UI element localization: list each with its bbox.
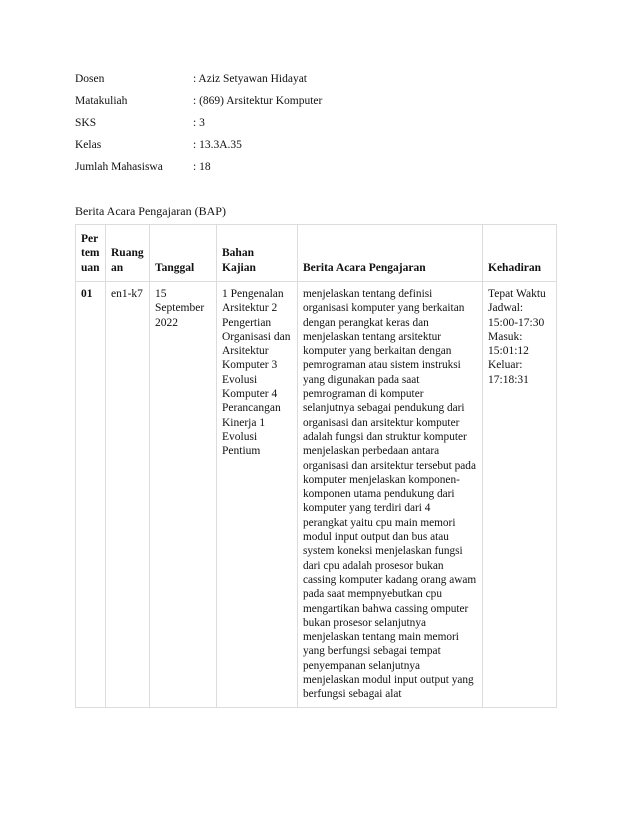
header-kehadiran: Kehadiran (483, 225, 557, 282)
info-label: Matakuliah (75, 95, 128, 107)
kehadiran-status: Tepat Waktu (488, 288, 546, 300)
header-tanggal: Tanggal (150, 225, 217, 282)
info-value: : Aziz Setyawan Hidayat (193, 73, 308, 85)
cell-bahan-kajian: 1 Pengenalan Arsitektur 2 Pengertian Organisasi dan Arsitektur Komputer 3 Evolusi Komputer 4 Perancangan Kinerja 1 Evolusi Pentium (217, 282, 298, 708)
table-header-row (76, 225, 557, 282)
info-value: : (869) Arsitektur Komputer (193, 95, 323, 107)
cell-pertemuan: 01 (76, 282, 106, 708)
kehadiran-jadwal: Jadwal: 15:00-17:30 (488, 302, 545, 329)
header-text: Per (81, 233, 99, 246)
header-bahan-kajian (217, 225, 298, 282)
header-text: Ruang (111, 247, 144, 260)
header-text: an (111, 261, 124, 274)
header-text: tem (81, 247, 100, 260)
cell-tanggal: 15 September 2022 (150, 282, 217, 708)
cell-kehadiran (483, 282, 557, 708)
header-text: uan (81, 261, 100, 274)
info-label: Jumlah Mahasiswa (75, 161, 163, 173)
info-label: SKS (75, 117, 97, 129)
info-value: : 18 (193, 161, 211, 173)
header-text: Kajian (222, 261, 256, 274)
info-label: Kelas (75, 139, 102, 151)
info-value: : 13.3A.35 (193, 139, 242, 151)
section-title: Berita Acara Pengajaran (BAP) (75, 204, 226, 218)
info-value: : 3 (193, 117, 205, 129)
bap-table (75, 224, 557, 708)
table-row (76, 282, 557, 708)
header-berita-acara: Berita Acara Pengajaran (298, 225, 483, 282)
header-ruangan (106, 225, 150, 282)
info-label: Dosen (75, 73, 105, 85)
cell-berita-acara: menjelaskan tentang definisi organisasi komputer yang berkaitan dengan perangkat keras dan menjelaskan tentang arsitektur komputer yang berkaitan dengan pemrograman atau sistem instruksi yang digunakan pada saat pemrograman di komputer selanjutnya sebagai pendukung dari organisasi dan arsitektur komputer adalah fungsi dan struktur komputer menjelaskan perbedaan antara organisasi dan arsitektur tersebut pada komputer menjelaskan komponen-komponen utama pendukung dari komputer yang terdiri dari 4 perangkat yaitu cpu main memori modul input output dan bus atau system koneksi menjelaskan fungsi dari cpu adalah prosesor bukan cassing komputer kadang orang awam pada saat mempnyebutkan cpu mengartikan bahwa cassing omputer bukan prosesor selanjutnya menjelaskan tentang main memori yang berfungsi sebagai tempat penyempanan selanjutnya menjelaskan modul input output yang berfungsi sebagai alat (298, 282, 483, 708)
kehadiran-masuk: Masuk: 15:01:12 (488, 330, 529, 358)
kehadiran-keluar: Keluar: 17:18:31 (488, 359, 529, 386)
cell-ruangan: en1-k7 (106, 282, 150, 708)
header-pertemuan (76, 225, 106, 282)
header-text: Bahan (222, 247, 254, 260)
